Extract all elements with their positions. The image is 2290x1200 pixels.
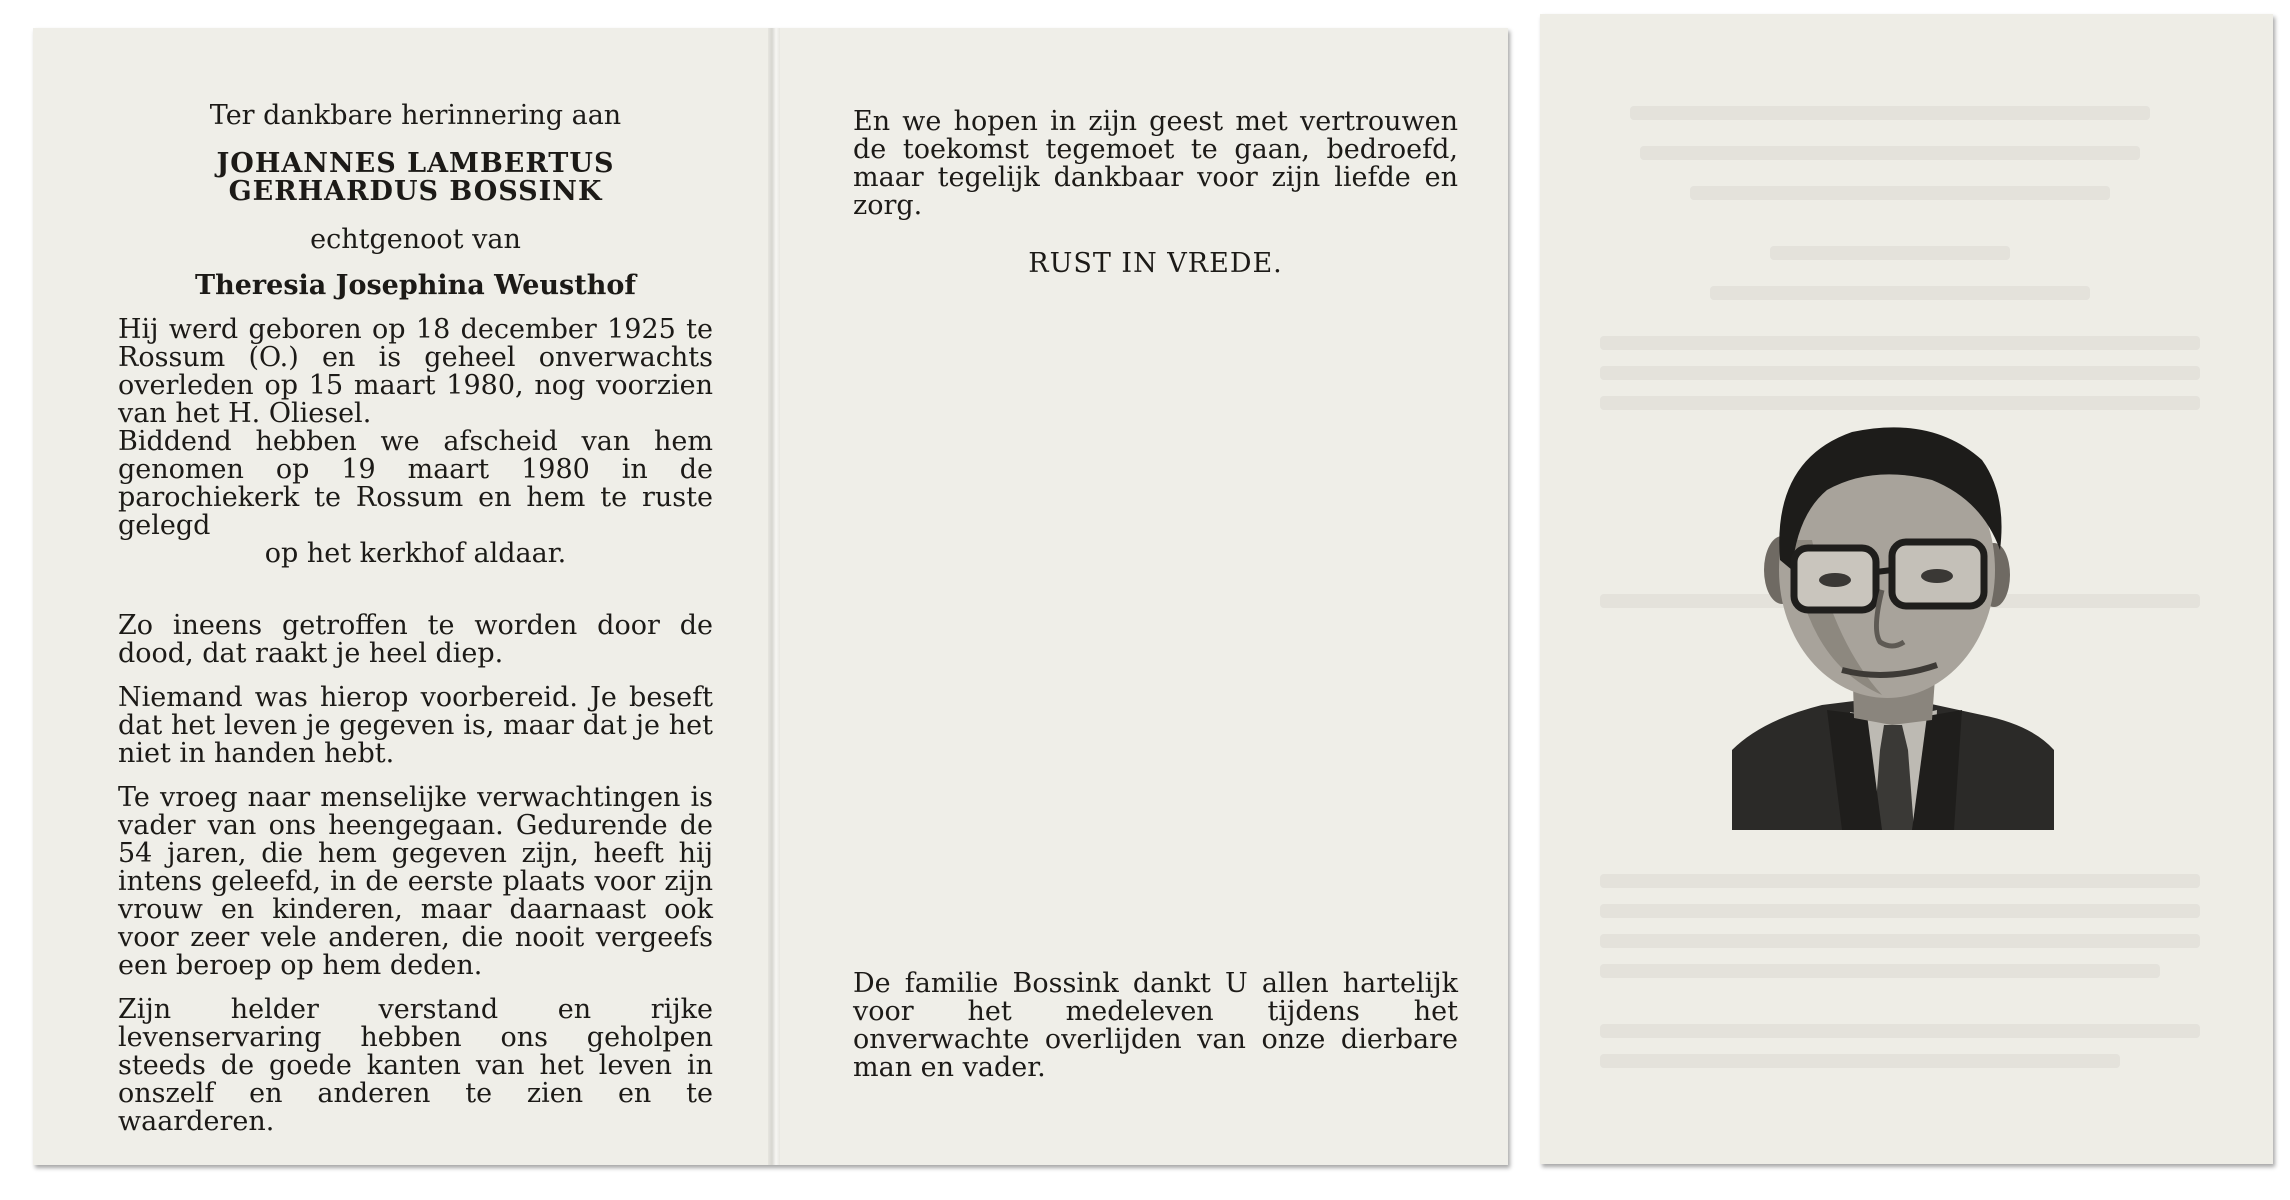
spouse-label: echtgenoot van xyxy=(310,224,521,255)
bleed-through-line xyxy=(1600,964,2160,978)
bleed-through-line xyxy=(1690,186,2110,200)
bleed-through-line xyxy=(1600,336,2200,350)
rest-in-peace: RUST IN VREDE. xyxy=(1028,248,1283,279)
deceased-name-line2: GERHARDUS BOSSINK xyxy=(228,176,603,207)
spouse-name: Theresia Josephina Weusthof xyxy=(195,270,636,301)
bleed-through-line xyxy=(1640,146,2140,160)
paragraph-4: Zijn helder verstand en rijke levenservaring hebben ons geholpen steeds de goede kanten van het leven in onszelf en anderen te zien en te waarderen. xyxy=(118,994,713,1137)
bleed-through-line xyxy=(1630,106,2150,120)
bleed-through-line xyxy=(1710,286,2090,300)
memorial-card-photo-page xyxy=(1540,14,2273,1164)
memorial-card-inside xyxy=(33,28,1508,1165)
burial-paragraph: Biddend hebben we afscheid van hem genomen op 19 maart 1980 in de parochiekerk te Rossum en hem te ruste gelegd xyxy=(118,426,713,541)
bleed-through-line xyxy=(1600,1054,2120,1068)
bleed-through-line xyxy=(1600,874,2200,888)
life-paragraph: Hij werd geboren op 18 december 1925 te Rossum (O.) en is geheel onverwachts overleden op 15 maart 1980, nog voorzien van het H. Oliesel. xyxy=(118,314,713,429)
middle-panel-top xyxy=(853,108,1458,278)
left-panel xyxy=(118,102,713,1136)
bleed-through-line xyxy=(1600,1024,2200,1038)
bleed-through-line xyxy=(1600,904,2200,918)
thanks-paragraph: De familie Bossink dankt U allen hartelijk voor het medeleven tijdens het onverwachte overlijden van onze dierbare man en vader. xyxy=(853,968,1458,1083)
hope-paragraph: En we hopen in zijn geest met vertrouwen de toekomst tegemoet te gaan, bedroefd, maar tegelijk dankbaar voor zijn liefde en zorg. xyxy=(853,106,1458,221)
bleed-through-line xyxy=(1600,934,2200,948)
card-fold xyxy=(768,28,780,1165)
paragraph-2: Niemand was hierop voorbereid. Je beseft dat het leven je gegeven is, maar dat je het niet in handen hebt. xyxy=(118,682,713,769)
bleed-through-line xyxy=(1600,366,2200,380)
burial-paragraph-end: op het kerkhof aldaar. xyxy=(264,538,567,569)
portrait-photo xyxy=(1732,420,2054,830)
paragraph-1: Zo ineens getroffen te worden door de dood, dat raakt je heel diep. xyxy=(118,610,713,669)
intro-text: Ter dankbare herinnering aan xyxy=(209,100,622,131)
paragraph-3: Te vroeg naar menselijke verwachtingen is vader van ons heengegaan. Gedurende de 54 jaren, die hem gegeven zijn, heeft hij intens geleefd, in de eerste plaats voor zijn vrouw en kinderen, maar daarnaast ook voor zeer vele anderen, die nooit vergeefs een beroep op hem deden. xyxy=(118,782,713,981)
bleed-through-line xyxy=(1770,246,2010,260)
middle-panel-bottom xyxy=(853,970,1458,1082)
deceased-name-line1: JOHANNES LAMBERTUS xyxy=(216,148,615,179)
bleed-through-line xyxy=(1600,396,2200,410)
